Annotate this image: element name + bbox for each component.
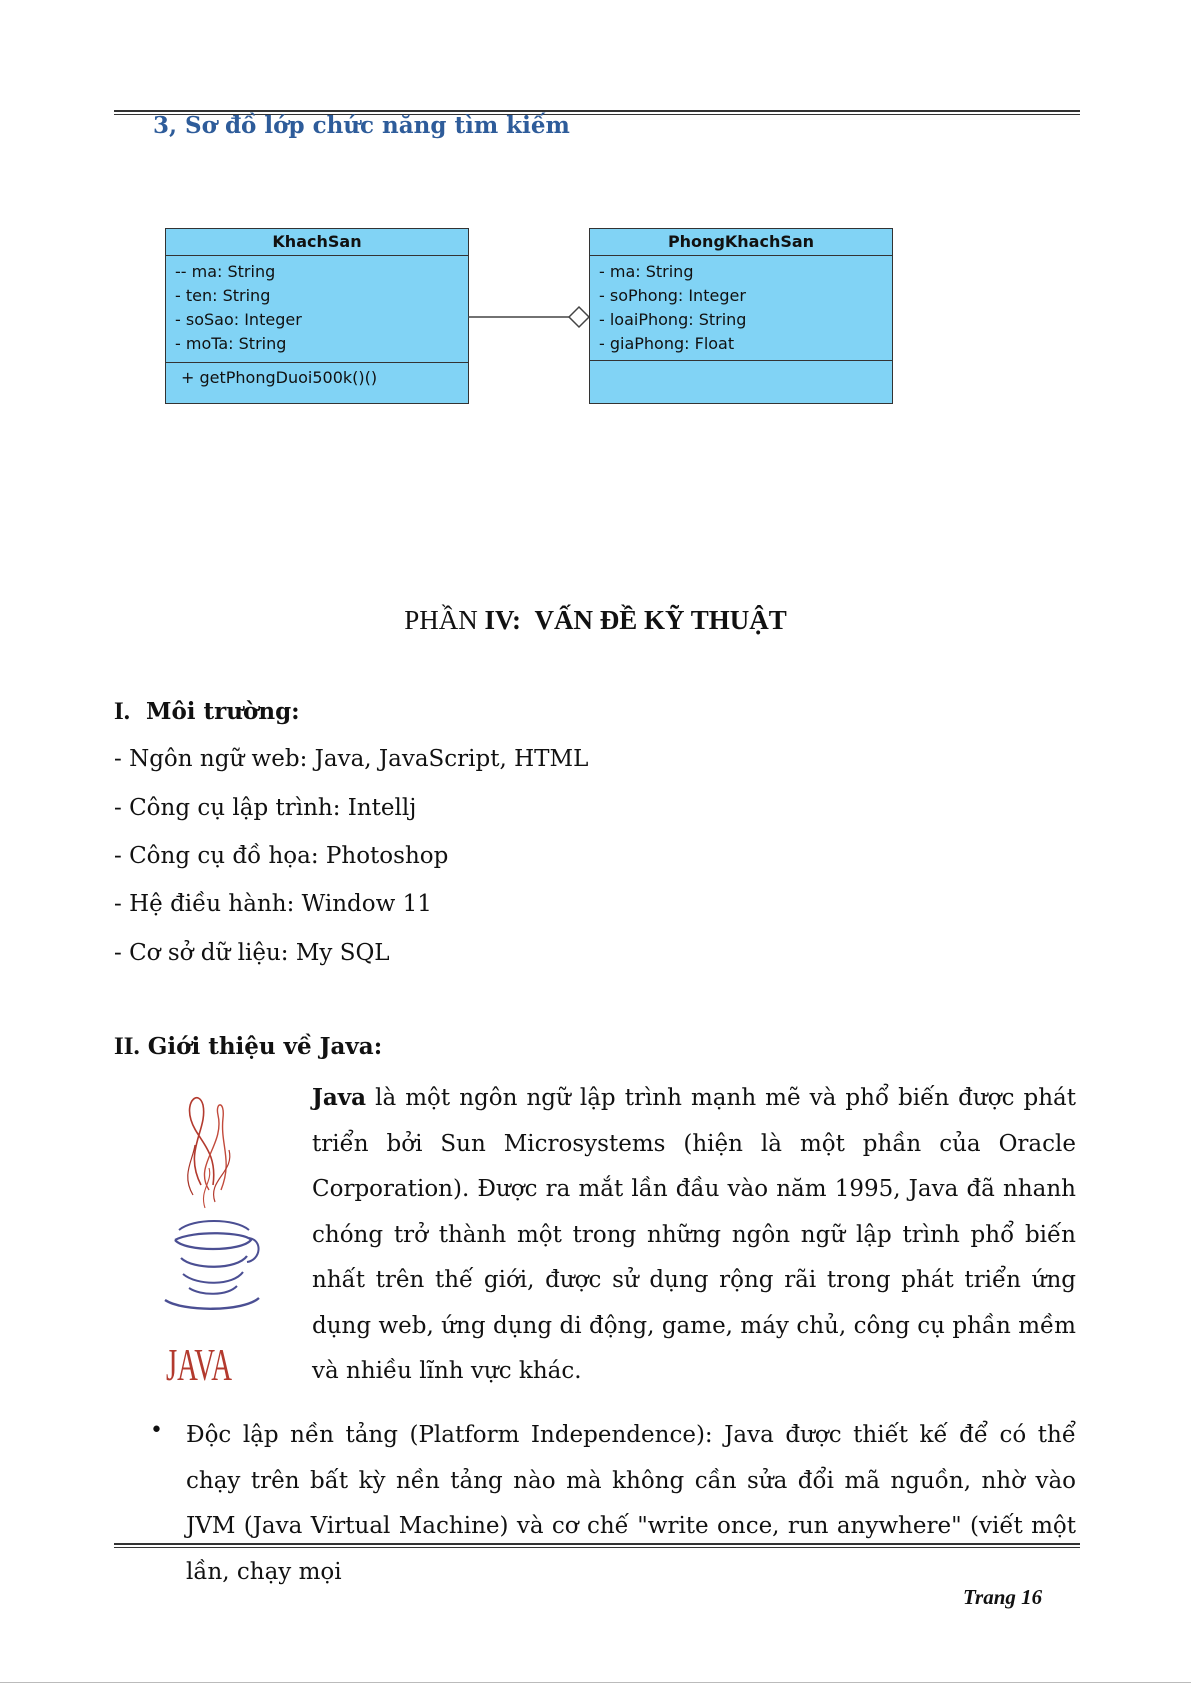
- uml-attribute: - soPhong: Integer: [599, 286, 746, 305]
- section-2-heading: [114, 1033, 382, 1061]
- uml-operations: [166, 363, 468, 387]
- uml-attribute: - moTa: String: [175, 334, 287, 353]
- section-1-heading: [114, 698, 300, 726]
- part-prefix: PHẦN: [404, 605, 485, 635]
- aggregation-diamond-icon: [569, 307, 589, 327]
- env-item: - Công cụ đồ họa: Photoshop: [114, 843, 449, 869]
- java-logo-icon: [163, 1090, 263, 1395]
- java-logo-text: JAVA: [166, 1339, 232, 1390]
- java-intro-text: là một ngôn ngữ lập trình mạnh mẽ và phổ biến được phát triển bởi Sun Microsystems (hiện là một phần của Oracle Corporation). Được ra mắt lần đầu vào năm 1995, Java đã nhanh chóng trở thành một trong những ngôn ngữ lập trình phổ biến nhất trên thế giới, được sử dụng rộng rãi trong phát triển ứng dụng web, ứng dụng di động, game, máy chủ, công cụ phần mềm và nhiều lĩnh vực khác.: [312, 1085, 1076, 1384]
- uml-attributes: [166, 256, 468, 363]
- uml-class-phongkhachsan: [589, 228, 893, 404]
- uml-attribute: -- ma: String: [175, 262, 276, 281]
- java-intro-paragraph: [312, 1075, 1076, 1395]
- part-title: [0, 605, 1191, 636]
- page-number: Trang 16: [963, 1585, 1043, 1609]
- uml-attribute: - soSao: Integer: [175, 310, 302, 329]
- env-item: - Công cụ lập trình: Intellj: [114, 795, 417, 821]
- uml-attribute: - ten: String: [175, 286, 271, 305]
- env-item: - Hệ điều hành: Window 11: [114, 891, 432, 917]
- section-1-numeral: I.: [114, 698, 130, 725]
- uml-class-name: KhachSan: [166, 229, 468, 256]
- uml-attributes: [590, 256, 892, 361]
- section-heading: 3, Sơ đồ lớp chức năng tìm kiếm: [153, 112, 570, 139]
- footer-rule: [114, 1543, 1080, 1545]
- env-item: - Cơ sở dữ liệu: My SQL: [114, 940, 390, 966]
- part-heading: VẤN ĐỀ KỸ THUẬT: [534, 605, 787, 635]
- section-1-title: Môi trường:: [146, 698, 300, 725]
- bullet-item-platform-independence: Độc lập nền tảng (Platform Independence): Java được thiết kế để có thể chạy trên bất kỳ nền tảng nào mà không cần sửa đổi mã nguồn, nhờ vào JVM (Java Virtual Machine) và cơ chế "write once, run anywhere" (viết một lần, chạy mọi: [186, 1422, 1076, 1585]
- bullet-marker: •: [150, 1418, 163, 1443]
- part-roman: IV:: [484, 605, 521, 635]
- uml-attribute: - giaPhong: Float: [599, 334, 735, 353]
- uml-attribute: - loaiPhong: String: [599, 310, 747, 329]
- aggregation-connector: [468, 300, 592, 336]
- section-2-numeral: II.: [114, 1033, 140, 1060]
- java-intro-bold: Java: [312, 1084, 367, 1111]
- uml-operations: [590, 361, 892, 366]
- page-edge-line: [0, 1682, 1191, 1683]
- env-item: - Ngôn ngữ web: Java, JavaScript, HTML: [114, 746, 589, 772]
- uml-operation: + getPhongDuoi500k()(): [181, 368, 378, 387]
- uml-class-khachsan: [165, 228, 469, 404]
- uml-attribute: - ma: String: [599, 262, 694, 281]
- uml-class-name: PhongKhachSan: [590, 229, 892, 256]
- section-2-title: Giới thiệu về Java:: [147, 1033, 383, 1060]
